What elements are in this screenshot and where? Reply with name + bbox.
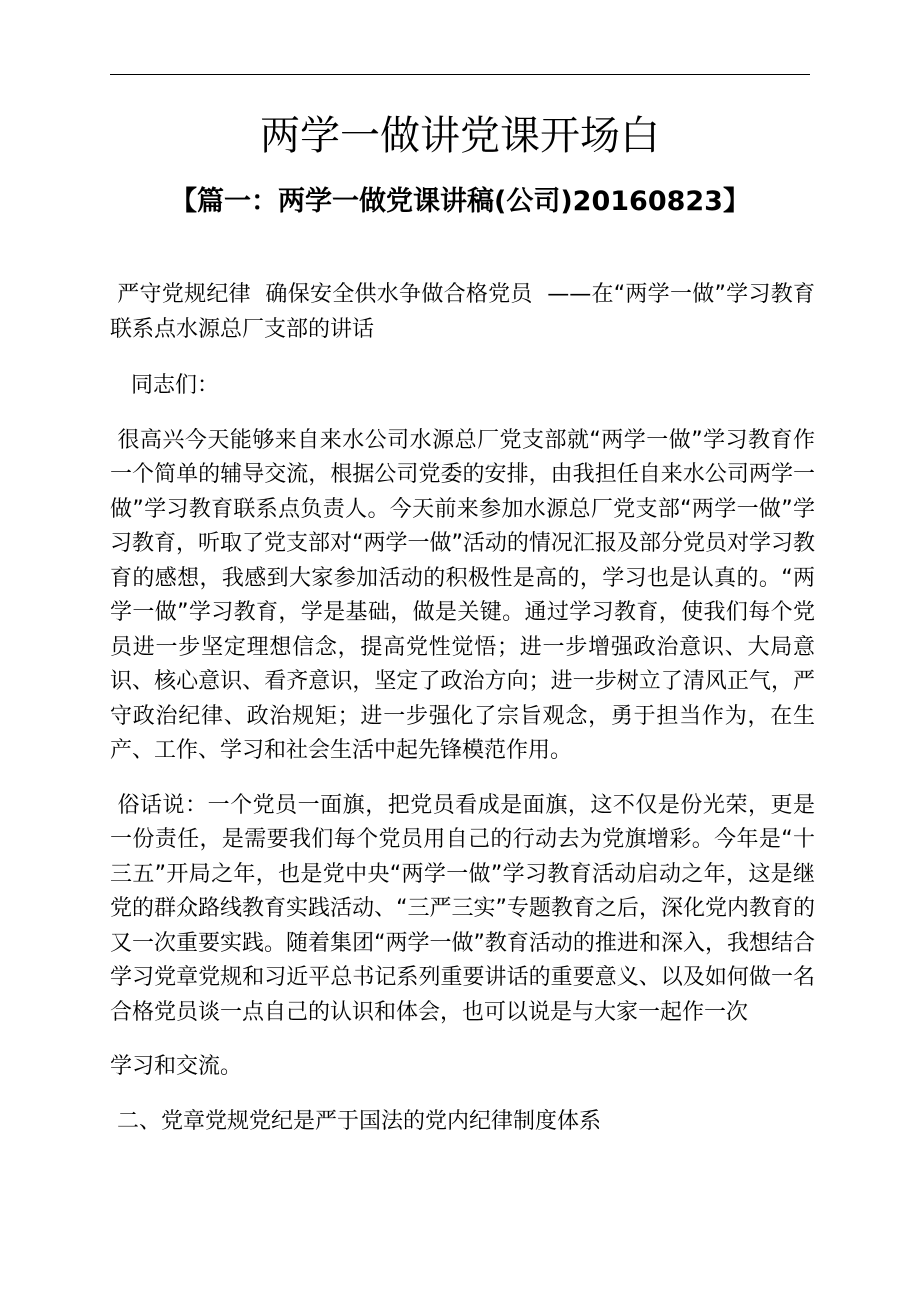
section-heading: 二、党章党规党纪是严于国法的党内纪律制度体系 bbox=[110, 1108, 602, 1134]
speech-heading: 严守党规纪律 确保安全供水争做合格党员 ——在“两学一做”学习教育联系点水源总厂支部的讲话 bbox=[110, 282, 815, 342]
body-paragraph: 俗话说：一个党员一面旗，把党员看成是面旗，这不仅是份光荣，更是一份责任，是需要我们每个党员用自己的行动去为党旗增彩。今年是“十三五”开局之年，也是党中央“两学一做”学习教育活动启动之年，这是继党的群众路线教育实践活动、“三严三实”专题教育之后，深化党内教育的又一次重要实践。随着集团“两学一做”教育活动的推进和深入，我想结合学习党章党规和习近平总书记系列重要讲话的重要意义、以及如何做一名合格党员谈一点自己的认识和体会，也可以说是与大家一起作一次 bbox=[110, 792, 815, 1025]
body-paragraph: 很高兴今天能够来自来水公司水源总厂党支部就“两学一做”学习教育作一个简单的辅导交流，根据公司党委的安排，由我担任自来水公司两学一做”学习教育联系点负责人。今天前来参加水源总厂党支部“两学一做”学习教育，听取了党支部对“两学一做”活动的情况汇报及部分党员对学习教育的感想，我感到大家参加活动的积极性是高的，学习也是认真的。“两学一做”学习教育，学是基础，做是关键。通过学习教育，使我们每个党员进一步坚定理想信念，提高党性觉悟；进一步增强政治意识、大局意识、核心意识、看齐意识，坚定了政治方向；进一步树立了清风正气，严守政治纪律、政治规矩；进一步强化了宗旨观念，勇于担当作为，在生产、工作、学习和社会生活中起先锋模范作用。 bbox=[110, 427, 815, 763]
header-rule bbox=[110, 74, 810, 75]
body-paragraph: 学习和交流。 bbox=[110, 1054, 243, 1079]
document-body bbox=[110, 278, 815, 1139]
document-subtitle: 【篇一：两学一做党课讲稿(公司)20160823】 bbox=[170, 186, 750, 217]
greeting: 同志们： bbox=[110, 373, 219, 398]
document-title: 两学一做讲党课开场白 bbox=[260, 113, 660, 159]
